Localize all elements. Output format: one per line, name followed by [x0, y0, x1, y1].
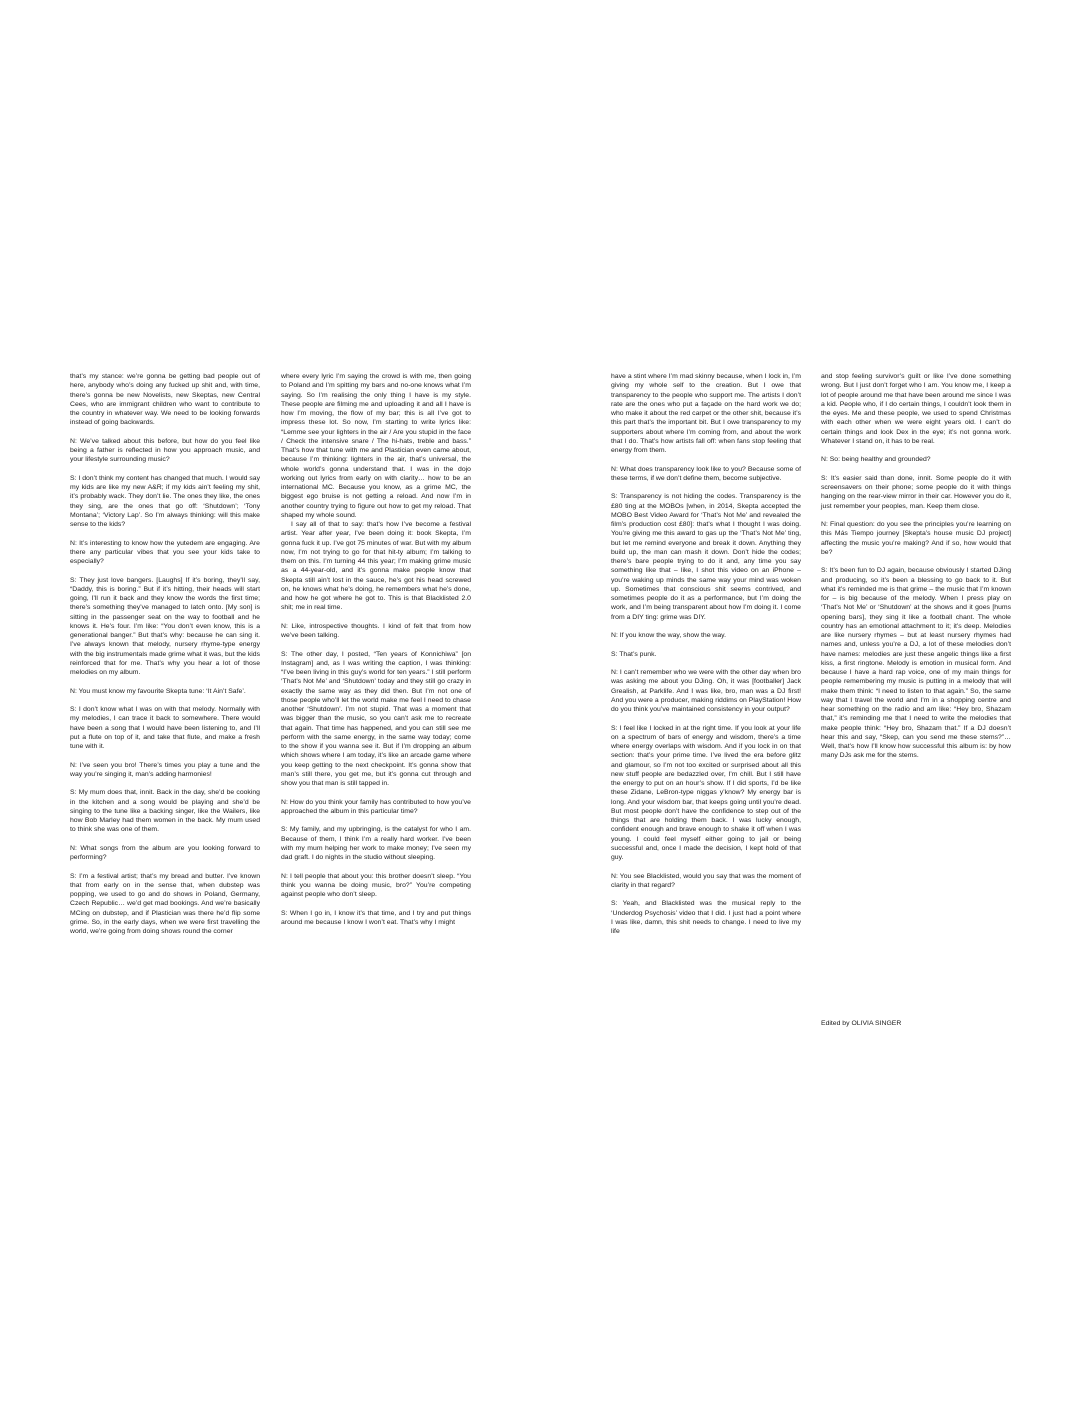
credit-name: OLIVIA SINGER [851, 1020, 902, 1027]
interview-paragraph: S: My family, and my upbringing, is the catalyst for who I am. Because of them, I think I’m a really hard worker. I’ve been with my mum helping her work to make money; I’ve seen my dad graft. I do nights in the studio without sleeping. [281, 826, 471, 861]
interview-paragraph: N: So: being healthy and grounded? [821, 456, 931, 464]
interview-paragraph: S: My mum does that, innit. Back in the day, she’d be cooking in the kitchen and a song would be playing and she’d be singing to the tune like a backing singer, like the Wailers, like how Bob Marley had them women in the back. My mum used to think she was one of them. [70, 789, 260, 834]
interview-paragraph: N: I tell people that about you: this brother doesn’t sleep. “You think you wanna be doing music, bro?” You’re competing against people who don’t sleep. [281, 872, 471, 898]
interview-paragraph: N: I’ve seen you bro! There’s times you play a tune and the way you’re singing it, man’s adding harmonies! [70, 761, 260, 778]
interview-paragraph: S: Transparency is not hiding the codes. Transparency is the £80 ting at the MOBOs [when, in 2014, Skepta accepted the MOBO Best Video Award for ‘That’s Not Me’ and revealed the film’s production cost £80]: that’s what I thought I was doing. You’re giving me this award to gas up the ‘That’s Not Me’ ting, but let me remind everyone and break it down. Anything they build up, the man can mash it down. Don’t hide the codes; there’s bare people trying to do it and, any time you say something like that – like, I shot this video on an iPhone – you’re waking up minds the same way your mind was woken up. Sometimes that conscious shit seems contrived, and sometimes people do it as a performance, but I’m doing the work, and I’m being transparent about how I’m doing it. I come from a DIY ting: grime was DIY. [611, 493, 801, 621]
interview-paragraph: S: The other day, I posted, “Ten years of Konnichiwa” [on Instagram] and, as I was writing the caption, I was thinking: “I’ve been living in this guy’s world for ten years.” I still perform ‘That’s Not Me’ and ‘Shutdown’ today and they still go crazy in exactly the same way as they did then. But I’m not one of those people who’ll let the world make me feel I need to chase another ‘Shutdown’. I’m not stupid. That was a moment that was bigger than the music, so you can’t ask me to recreate that again. That time has happened, and you can still see me perform with the same energy, in the same way today; come to the show if you wanna see it. But if I’m dropping an album which shows where I am today, it’s like an arcade game where you keep getting to the next checkpoint. It’s gonna show that man’s still there, you get me, but it’s gonna cut through and show you that man is still tapped in. [281, 650, 471, 787]
interview-paragraph: S: They just love bangers. [Laughs] If it’s boring, they’ll say, “Daddy, this is boring.” But if it’s hitting, their heads will start going, I’ll run it back and they know the words the first time; there’s something they’ve managed to latch onto. [My son] is sitting in the passenger seat on the way to football and he knows it. He’s four. I’m like: “You don’t even know, this is a generational banger.” But that’s why: because he can sing it. I’ve always known that melody, nursery rhyme-type energy with the big instrumentals made grime what it was, but the kids reinforced that for me. That’s why you hear a lot of those melodies on my album. [70, 576, 260, 676]
interview-paragraph: N: Final question: do you see the principles you’re learning on this Más Tiempo journey [Skepta’s house music DJ project] affecting the music you’re making? And if so, how would that be? [821, 521, 1011, 556]
interview-paragraph: N: If you know the way, show the way. [611, 632, 726, 639]
interview-paragraph: N: We’ve talked about this before, but how do you feel like being a father is reflected in how you approach music, and your lifestyle surrounding music? [70, 437, 260, 464]
interview-paragraph: S: I feel like I locked in at the right time. If you look at your life on a spectrum of bars of energy and wisdom, there’s a time where energy overlaps with wisdom. And if you lock in on that section: that’s your prime time. I’ve lived the era before glitz and glamour, so I’m not too excited or surprised about all this new stuff people are bedazzled over, I’m chill. But I still have the energy to put on an hour’s show. If I did sports, I’d be like these Zidane, LeBron-type niggas y’know? My energy bar is long. And your wisdom bar, that keeps going until you’re dead. But most people don’t have the confidence to step out of the things that are holding them back. I was lucky enough, confident enough and brave enough to shake it off when I was young. I could feel myself either going to jail or being successful and, once I made the decision, I kept hold of that guy. [611, 724, 801, 861]
interview-paragraph: and stop feeling survivor’s guilt or like I’ve done something wrong. But I just don’t forget who I am. You know me, I keep a lot of people around me that have been around me since I was a kid. People who, if I do certain things, I couldn’t look them in the eyes. Me and these people, we used to spend Christmas with each other when we were eight years old. I can’t do certain things and look Dex in the eye; it’s not gonna work. Whatever I stand on, it has to be real. [821, 373, 1011, 445]
text-column-3 [611, 372, 801, 946]
interview-paragraph: N: What does transparency look like to you? Because some of these terms, if we don’t define them, become subjective. [611, 465, 801, 482]
interview-paragraph: S: When I go in, I know it’s that time, and I try and put things around me because I know I won’t eat. That’s why I might [281, 909, 471, 926]
interview-paragraph: N: You see Blacklisted, would you say that was the moment of clarity in that regard? [611, 872, 801, 889]
interview-paragraph: N: I can’t remember who we were with the other day when bro was asking me about you DJing. Oh, it was [footballer] Jack Grealish, at Parklife. And I was like, bro, man was a DJ first! And you were a producer, making riddims on PlayStation! How do you think you’ve maintained consistency in your output? [611, 669, 801, 713]
interview-paragraph: N: How do you think your family has contributed to how you’ve approached the album in this particular time? [281, 798, 471, 815]
credit-prefix: Edited by [821, 1020, 850, 1027]
interview-paragraph: S: I don’t know what I was on with that melody. Normally with my melodies, I can trace it back to somewhere. There would have been a song that I would have been listening to, and I’ll put a flute on top of it, and take that flute, and make a fresh tune with it. [70, 706, 260, 750]
interview-paragraph: N: Like, introspective thoughts. I kind of felt that from how we’ve been talking. [281, 622, 471, 639]
interview-paragraph: S: It’s easier said than done, innit. Some people do it with screensavers on their phone; some people do it with things hanging on the rear-view mirror in their car. However you do it, just remember your peoples, man. Keep them close. [821, 474, 1011, 510]
interview-paragraph: S: I’m a festival artist; that’s my bread and butter. I’ve known that from early on in the sense that, when dubstep was popping, we used to go and do shows in Poland, Germany, Czech Republic… we’d get mad bookings. And we’re basically MCing on dubstep, and if Plastician was there he’d flip some grime. So, in the early days, when we were first travelling the world, we’re going from doing shows round the corner [70, 872, 260, 935]
text-column-1 [70, 372, 260, 946]
interview-paragraph: S: I don’t think my content has changed that much. I would say my kids are like my new A&R; if my kids ain’t feeling my shit, it’s probably wack. They don’t lie. The ones they like, the ones they sing, are the ones that go off: ‘Shutdown’; ‘Tony Montana’; ‘Victory Lap’. So I’m always thinking: will this make sense to the kids? [70, 474, 260, 528]
interview-paragraph: that’s my stance: we’re gonna be getting bad people out of here, anybody who’s doing any fucked up shit and, with time, there’s gonna be new Novelists, new Skeptas, new Central Cees, who are immigrant children who want to contribute to the country in whatever way. We need to be looking forwards instead of going backwards. [70, 373, 260, 427]
interview-paragraph: S: Yeah, and Blacklisted was the musical reply to the ‘Underdog Psychosis’ video that I did. I just had a point where I was like, damn, this shit needs to change. I need to live my life [611, 900, 801, 935]
editor-credit [821, 1019, 901, 1028]
text-column-2 [281, 372, 471, 936]
interview-paragraph: have a stint where I’m mad skinny because, when I lock in, I’m giving my whole self to the creation. But I owe that transparency to the people who support me. The artists I don’t rate are the ones who put a façade on the hard work we do; who make it about the red carpet or the other shit, because it’s this part that’s the important bit. But I owe transparency to my supporters about where I’m coming from, and about the work that I do. That’s how artists fall off: when fans stop feeling that energy from them. [611, 373, 801, 454]
interview-paragraph: where every lyric I’m saying the crowd is with me, then going to Poland and I’m spitting my bars and no-one knows what I’m saying. So I’m realising the only thing I have is my style. These people are filming me and uploading it and all I have is how I’m moving, the flow of my bar; this is all I’ve got to impress these lot. So now, I’m starting to write lyrics like: “Lemme see your lighters in the air / Are you stupid in the face / Check the intensive snare / The hi-hats, treble and bass.” That’s how that tune with me and Plastician even came about, because I’m thinking: lighters in the air, that’s universal, the whole world’s gonna understand that. I was in the dojo working out lyrics from early on with clarity… how to be an international MC. Because you know, as a grime MC, the biggest ego bruise is not getting a reload. And now I’m in another country trying to figure out how to get my reload. That shaped my whole sound. [281, 373, 471, 519]
interview-paragraph: N: What songs from the album are you looking forward to performing? [70, 844, 260, 861]
interview-paragraph: S: It’s been fun to DJ again, because obviously I started DJing and producing, so it’s been a blessing to go back to it. But what it’s reminded me is that grime – the music that I’m known for – is big because of the melody. When I press play on ‘That’s Not Me’ or ‘Shutdown’ at the shows and it goes [hums opening bars], they sing it like a football chant. The whole country has an emotional attachment to it; it’s deep. Melodies are like nursery rhymes – but at least nursery rhymes had names and, unless you’re a DJ, a lot of these melodies don’t have names: melodies are just these angelic things like a first kiss, a first ringtone. Melody is emotion in musical form. And because I have a hard rap voice, one of my main things for people remembering my music is putting in a melody that will make them think: “I need to listen to that again.” So, the same way that I travel the world and I’m in a shopping centre and hear something on the radio and am like: “Hey bro, Shazam that,” it’s reminding me that I need to write the melodies that make people think: “Hey bro, Shazam that.” If a DJ doesn’t hear this and say, “Skep, can you send me these stems?”… Well, that’s how I’ll know how successful this album is: by how many DJs ask me for the stems. [821, 567, 1011, 760]
interview-paragraph: N: It’s interesting to know how the yutedem are engaging. Are there any particular vibes that you see your kids take to especially? [70, 539, 260, 565]
interview-paragraph: N: You must know my favourite Skepta tune: ‘It Ain’t Safe’. [70, 687, 246, 695]
text-column-4 [821, 372, 1011, 770]
interview-paragraph: I say all of that to say: that’s how I’ve become a festival artist. Year after year, I’ve been doing it: book Skepta, I’m gonna fuck it up. I’ve got 75 minutes of war. But with my album now, I’m not trying to go for that hit-ty album; I’m talking to them on this. I’m turning 44 this year; I’m making grime music as a 44-year-old, and it’s gonna make people know that Skepta still ain’t lost in the sauce, he’s got his head screwed on, he knows what he’s doing, he remembers what he’s done, and how he got where he got to. This is that Blacklisted 2.0 shit; me in real time. [281, 521, 471, 612]
interview-paragraph: S: That’s punk. [611, 650, 657, 658]
